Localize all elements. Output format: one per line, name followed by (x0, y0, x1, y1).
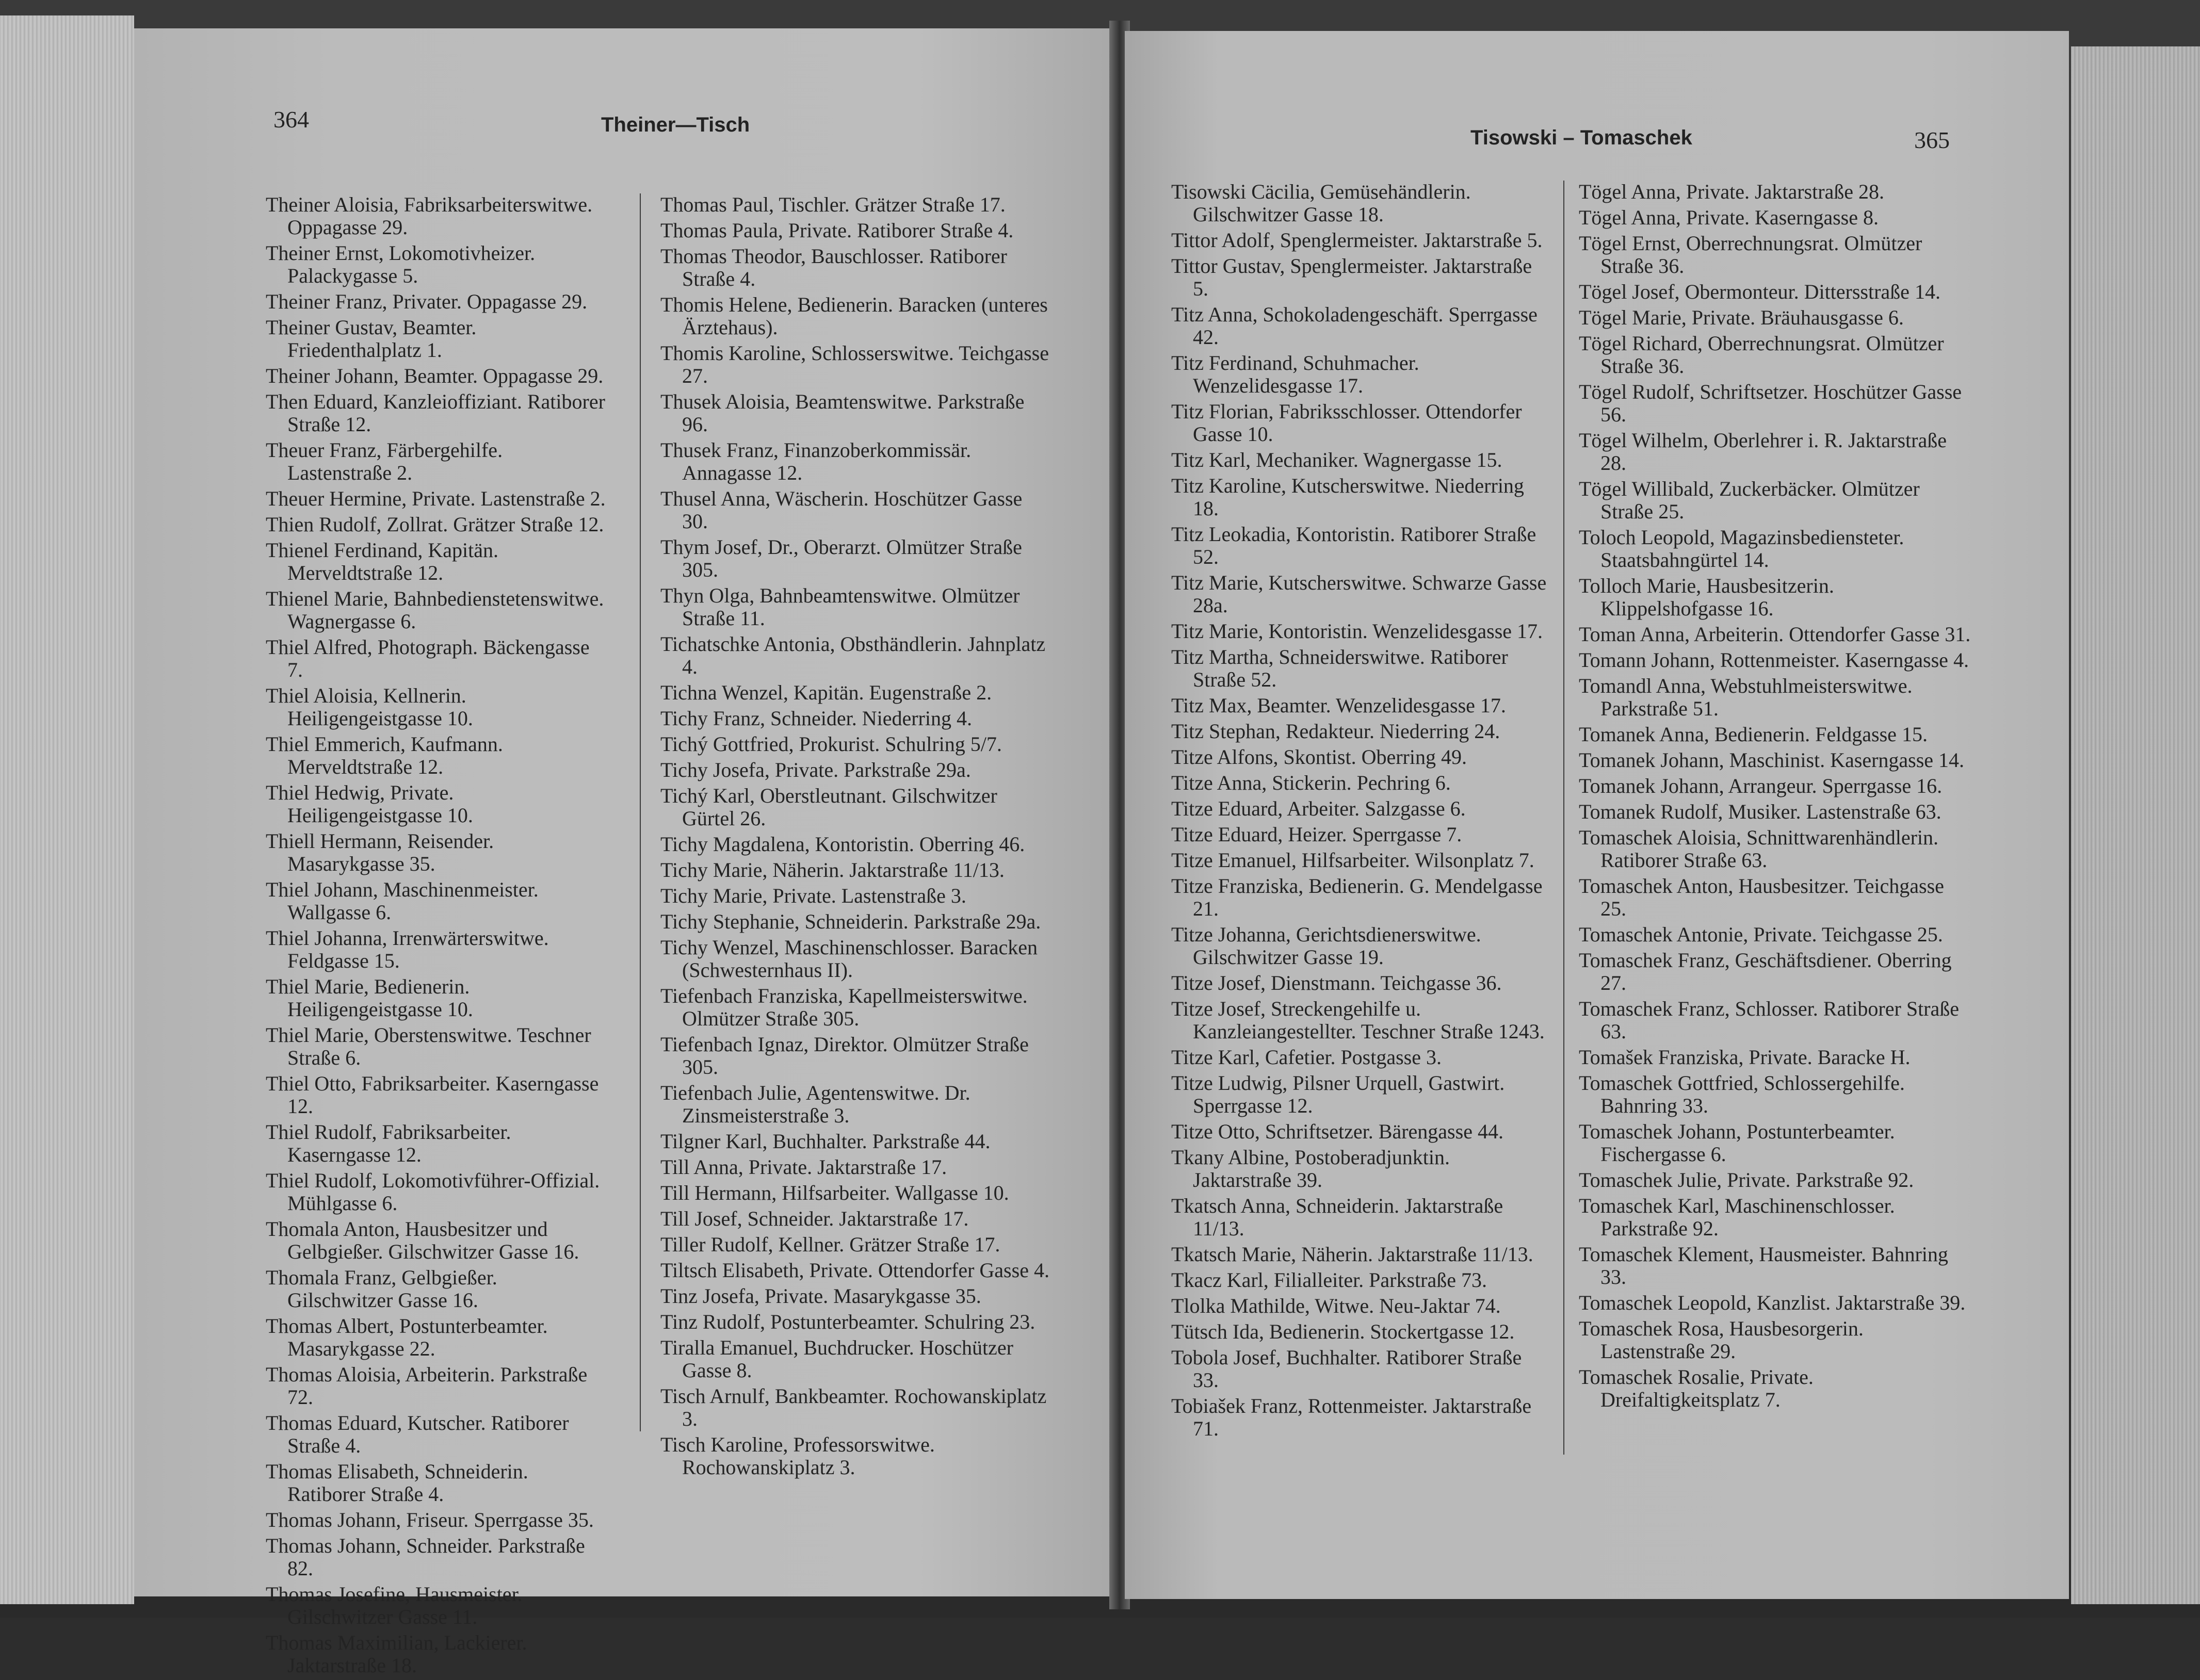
directory-entry: Thusel Anna, Wäscherin. Hoschützer Gasse 30. (660, 487, 1023, 533)
directory-entry: Tiefenbach Julie, Agentenswitwe. Dr. Zinsmeisterstraße 3. (660, 1081, 970, 1127)
directory-entry: Thiel Johanna, Irrenwärterswitwe. Feldgasse 15. (266, 926, 549, 972)
directory-entry: Tomaschek Leopold, Kanzlist. Jaktarstraße 39. (1579, 1291, 1966, 1314)
directory-entry: Tögel Marie, Private. Bräuhausgasse 6. (1579, 306, 1904, 329)
directory-entry: Thomas Paula, Private. Ratiborer Straße 4. (660, 219, 1014, 242)
directory-entry: Tisowski Cäcilia, Gemüsehändlerin. Gilschwitzer Gasse 18. (1171, 180, 1471, 226)
directory-entry: Tiralla Emanuel, Buchdrucker. Hoschützer Gasse 8. (660, 1336, 1013, 1382)
directory-entry: Thomala Anton, Hausbesitzer und Gelbgießer. Gilschwitzer Gasse 16. (266, 1217, 579, 1263)
directory-entry: Tütsch Ida, Bedienerin. Stockertgasse 12. (1171, 1320, 1515, 1343)
directory-entry: Titz Max, Beamter. Wenzelidesgasse 17. (1171, 694, 1506, 717)
directory-entry: Thyn Olga, Bahnbeamtenswitwe. Olmützer Straße 11. (660, 584, 1020, 630)
directory-entry: Tomaschek Klement, Hausmeister. Bahnring 33. (1579, 1243, 1948, 1288)
directory-entry: Thiel Johann, Maschinenmeister. Wallgasse 6. (266, 878, 539, 924)
directory-entry: Titz Karoline, Kutscherswitwe. Niederring 18. (1171, 474, 1524, 520)
directory-entry: Theiner Gustav, Beamter. Friedenthalplatz 1. (266, 316, 477, 362)
directory-entry: Tögel Ernst, Oberrechnungsrat. Olmützer Straße 36. (1579, 232, 1922, 278)
directory-entry: Titz Ferdinand, Schuhmacher. Wenzelidesgasse 17. (1171, 351, 1419, 397)
directory-entry: Tichy Marie, Private. Lastenstraße 3. (660, 884, 966, 907)
directory-entry: Tomaschek Rosa, Hausbesorgerin. Lastenstraße 29. (1579, 1317, 1864, 1363)
directory-entry: Thym Josef, Dr., Oberarzt. Olmützer Straße 305. (660, 535, 1022, 581)
directory-entry: Tomaschek Johann, Postunterbeamter. Fischergasse 6. (1579, 1120, 1895, 1166)
directory-entry: Tilgner Karl, Buchhalter. Parkstraße 44. (660, 1130, 991, 1153)
directory-entry: Tkany Albine, Postoberadjunktin. Jaktarstraße 39. (1171, 1146, 1450, 1192)
directory-entry: Tobola Josef, Buchhalter. Ratiborer Straße 33. (1171, 1346, 1522, 1392)
directory-entry: Thusek Franz, Finanzoberkommissär. Annagasse 12. (660, 438, 972, 484)
column-divider-right (1563, 181, 1564, 1455)
directory-entry: Titz Leokadia, Kontoristin. Ratiborer Straße 52. (1171, 523, 1536, 568)
directory-entry: Thiel Alfred, Photograph. Bäckengasse 7. (266, 635, 590, 681)
directory-entry: Tomanek Rudolf, Musiker. Lastenstraße 63. (1579, 800, 1942, 823)
directory-entry: Tomaschek Anton, Hausbesitzer. Teichgasse 25. (1579, 874, 1944, 920)
directory-entry: Theuer Franz, Färbergehilfe. Lastenstraße 2. (266, 438, 503, 484)
directory-entry: Theiner Aloisia, Fabriksarbeiterswitwe. Oppagasse 29. (266, 193, 593, 239)
directory-entry: Theiner Johann, Beamter. Oppagasse 29. (266, 364, 604, 387)
directory-entry: Tögel Anna, Private. Jaktarstraße 28. (1579, 180, 1885, 203)
directory-entry: Tinz Rudolf, Postunterbeamter. Schulring 23. (660, 1310, 1036, 1333)
directory-entry: Tögel Wilhelm, Oberlehrer i. R. Jaktarstraße 28. (1579, 429, 1947, 475)
directory-entry: Tlolka Mathilde, Witwe. Neu-Jaktar 74. (1171, 1294, 1501, 1317)
directory-entry: Tichy Franz, Schneider. Niederring 4. (660, 707, 972, 730)
directory-entry: Thomis Karoline, Schlosserswitwe. Teichgasse 27. (660, 341, 1049, 387)
directory-entry: Tichatschke Antonia, Obsthändlerin. Jahnplatz 4. (660, 632, 1046, 678)
directory-entry: Tichý Karl, Oberstleutnant. Gilschwitzer Gürtel 26. (660, 784, 997, 830)
directory-entry: Thomas Eduard, Kutscher. Ratiborer Straße 4. (266, 1411, 569, 1457)
book-edge-left (0, 15, 134, 1604)
directory-entry: Tisch Karoline, Professorswitwe. Rochowanskiplatz 3. (660, 1433, 935, 1479)
directory-entry: Thienel Marie, Bahnbedienstetenswitwe. Wagnergasse 6. (266, 587, 604, 633)
directory-entry: Titze Otto, Schriftsetzer. Bärengasse 44. (1171, 1120, 1503, 1143)
directory-entry: Tomaschek Franz, Geschäftsdiener. Oberring 27. (1579, 949, 1952, 994)
directory-entry: Thiel Marie, Oberstenswitwe. Teschner Straße 6. (266, 1023, 591, 1069)
directory-entry: Tögel Rudolf, Schriftsetzer. Hoschützer Gasse 56. (1579, 380, 1962, 426)
directory-entry: Till Josef, Schneider. Jaktarstraße 17. (660, 1207, 969, 1230)
directory-entry: Tichy Wenzel, Maschinenschlosser. Baracken (Schwesternhaus II). (660, 936, 1038, 982)
directory-entry: Tkatsch Anna, Schneiderin. Jaktarstraße 11/13. (1171, 1194, 1503, 1240)
directory-entry: Tomaschek Gottfried, Schlossergehilfe. Bahnring 33. (1579, 1071, 1905, 1117)
directory-entry: Tomaschek Aloisia, Schnittwarenhändlerin. Ratiborer Straße 63. (1579, 826, 1939, 872)
column-divider-left (640, 193, 641, 1431)
directory-entry: Titz Anna, Schokoladengeschäft. Sperrgasse 42. (1171, 303, 1538, 349)
directory-entry: Thomas Elisabeth, Schneiderin. Ratiborer Straße 4. (266, 1460, 528, 1506)
directory-entry: Tittor Gustav, Spenglermeister. Jaktarstraße 5. (1171, 254, 1532, 300)
directory-entry: Thomas Albert, Postunterbeamter. Masarykgasse 22. (266, 1314, 548, 1360)
directory-entry: Till Hermann, Hilfsarbeiter. Wallgasse 10. (660, 1181, 1009, 1204)
directory-entry: Tichy Marie, Näherin. Jaktarstraße 11/13. (660, 858, 1005, 882)
directory-entry: Tkacz Karl, Filialleiter. Parkstraße 73. (1171, 1268, 1487, 1292)
running-head-left: Theiner—Tisch (601, 113, 750, 136)
running-head-right: Tisowski – Tomaschek (1470, 126, 1692, 149)
directory-entry: Tomaschek Karl, Maschinenschlosser. Parkstraße 92. (1579, 1194, 1895, 1240)
directory-entry: Tisch Arnulf, Bankbeamter. Rochowanskiplatz 3. (660, 1384, 1047, 1430)
directory-entry: Thiel Aloisia, Kellnerin. Heiligengeistgasse 10. (266, 684, 473, 730)
directory-entry: Thomas Josefine, Hausmeister. Gilschwitzer Gasse 11. (266, 1583, 523, 1628)
directory-entry: Thiel Hedwig, Private. Heiligengeistgasse 10. (266, 781, 473, 827)
directory-entry: Thomis Helene, Bedienerin. Baracken (unteres Ärztehaus). (660, 293, 1048, 339)
directory-entry: Tichý Gottfried, Prokurist. Schulring 5/7. (660, 732, 1002, 756)
directory-entry: Titze Johanna, Gerichtsdienerswitwe. Gilschwitzer Gasse 19. (1171, 923, 1481, 969)
directory-entry: Titze Josef, Streckengehilfe u. Kanzleiangestellter. Teschner Straße 1243. (1171, 997, 1545, 1043)
directory-entry: Then Eduard, Kanzleioffiziant. Ratiborer Straße 12. (266, 390, 605, 436)
directory-entry: Tomanek Johann, Maschinist. Kaserngasse 14. (1579, 748, 1965, 772)
right-page-column-1 (1171, 181, 1548, 1443)
page-number-left: 364 (273, 106, 309, 133)
directory-entry: Toman Anna, Arbeiterin. Ottendorfer Gasse 31. (1579, 623, 1971, 646)
directory-entry: Tomandl Anna, Webstuhlmeisterswitwe. Parkstraße 51. (1579, 674, 1913, 720)
directory-entry: Titz Florian, Fabriksschlosser. Ottendorfer Gasse 10. (1171, 400, 1522, 446)
directory-entry: Tobiašek Franz, Rottenmeister. Jaktarstraße 71. (1171, 1394, 1532, 1440)
directory-entry: Tkatsch Marie, Näherin. Jaktarstraße 11/13. (1171, 1243, 1533, 1266)
directory-entry: Thusek Aloisia, Beamtenswitwe. Parkstraße 96. (660, 390, 1025, 436)
directory-entry: Tiltsch Elisabeth, Private. Ottendorfer Gasse 4. (660, 1259, 1049, 1282)
directory-entry: Titz Stephan, Redakteur. Niederring 24. (1171, 720, 1500, 743)
directory-entry: Titze Josef, Dienstmann. Teichgasse 36. (1171, 971, 1502, 994)
directory-entry: Thiell Hermann, Reisender. Masarykgasse 35. (266, 829, 494, 875)
directory-entry: Tittor Adolf, Spenglermeister. Jaktarstraße 5. (1171, 229, 1543, 252)
directory-entry: Thomas Johann, Friseur. Sperrgasse 35. (266, 1508, 594, 1531)
directory-entry: Tomašek Franziska, Private. Baracke H. (1579, 1046, 1911, 1069)
directory-entry: Tögel Willibald, Zuckerbäcker. Olmützer Straße 25. (1579, 477, 1920, 523)
right-page-column-2 (1579, 181, 1971, 1414)
directory-entry: Titz Martha, Schneiderswitwe. Ratiborer Straße 52. (1171, 645, 1508, 691)
directory-entry: Thiel Rudolf, Fabriksarbeiter. Kaserngasse 12. (266, 1120, 511, 1166)
directory-entry: Titze Anna, Stickerin. Pechring 6. (1171, 771, 1451, 794)
directory-entry: Tichna Wenzel, Kapitän. Eugenstraße 2. (660, 681, 992, 704)
directory-entry: Thien Rudolf, Zollrat. Grätzer Straße 12. (266, 513, 604, 536)
directory-entry: Theiner Ernst, Lokomotivheizer. Palackygasse 5. (266, 241, 536, 287)
directory-entry: Thomas Theodor, Bauschlosser. Ratiborer Straße 4. (660, 244, 1007, 290)
directory-entry: Tomaschek Franz, Schlosser. Ratiborer Straße 63. (1579, 997, 1960, 1043)
directory-entry: Tichy Stephanie, Schneiderin. Parkstraße 29a. (660, 910, 1041, 933)
directory-entry: Tögel Richard, Oberrechnungsrat. Olmützer Straße 36. (1579, 332, 1944, 378)
directory-entry: Titze Ludwig, Pilsner Urquell, Gastwirt. Sperrgasse 12. (1171, 1071, 1505, 1117)
directory-entry: Titze Eduard, Heizer. Sperrgasse 7. (1171, 823, 1462, 846)
page-number-right: 365 (1914, 127, 1950, 153)
directory-entry: Thiel Emmerich, Kaufmann. Merveldtstraße 12. (266, 732, 503, 778)
directory-entry: Tomanek Anna, Bedienerin. Feldgasse 15. (1579, 723, 1928, 746)
left-page-column-2 (660, 193, 1053, 1482)
directory-entry: Tögel Josef, Obermonteur. Dittersstraße 14. (1579, 280, 1940, 303)
directory-entry: Theuer Hermine, Private. Lastenstraße 2. (266, 487, 606, 510)
directory-entry: Toloch Leopold, Magazinsbediensteter. Staatsbahngürtel 14. (1579, 526, 1904, 572)
directory-entry: Tichy Josefa, Private. Parkstraße 29a. (660, 758, 971, 781)
directory-entry: Titze Franziska, Bedienerin. G. Mendelgasse 21. (1171, 874, 1543, 920)
left-page-column-1 (266, 193, 606, 1680)
directory-entry: Tolloch Marie, Hausbesitzerin. Klippelshofgasse 16. (1579, 574, 1834, 620)
directory-entry: Titze Alfons, Skontist. Oberring 49. (1171, 745, 1467, 769)
directory-entry: Tinz Josefa, Private. Masarykgasse 35. (660, 1284, 981, 1308)
directory-entry: Tiefenbach Franziska, Kapellmeisterswitwe. Olmützer Straße 305. (660, 984, 1028, 1030)
directory-entry: Thomas Aloisia, Arbeiterin. Parkstraße 72. (266, 1363, 588, 1409)
directory-entry: Thomas Maximilian, Lackierer. Jaktarstraße 18. (266, 1631, 527, 1677)
directory-entry: Titze Karl, Cafetier. Postgasse 3. (1171, 1046, 1442, 1069)
left-page (134, 28, 1114, 1677)
directory-entry: Titze Eduard, Arbeiter. Salzgasse 6. (1171, 797, 1466, 820)
directory-entry: Tögel Anna, Private. Kaserngasse 8. (1579, 206, 1879, 229)
directory-entry: Titz Marie, Kutscherswitwe. Schwarze Gasse 28a. (1171, 571, 1547, 617)
directory-entry: Tomanek Johann, Arrangeur. Sperrgasse 16. (1579, 774, 1943, 797)
directory-entry: Thiel Otto, Fabriksarbeiter. Kaserngasse 12. (266, 1072, 599, 1118)
directory-entry: Tomann Johann, Rottenmeister. Kaserngasse 4. (1579, 648, 1969, 672)
directory-entry: Thiel Rudolf, Lokomotivführer-Offizial. Mühlgasse 6. (266, 1169, 600, 1215)
directory-entry: Till Anna, Private. Jaktarstraße 17. (660, 1155, 947, 1179)
directory-entry: Titz Marie, Kontoristin. Wenzelidesgasse 17. (1171, 619, 1543, 643)
directory-entry: Tiller Rudolf, Kellner. Grätzer Straße 17. (660, 1233, 1000, 1256)
directory-entry: Thiel Marie, Bedienerin. Heiligengeistgasse 10. (266, 975, 473, 1021)
book-edge-right (2071, 46, 2200, 1604)
directory-entry: Titze Emanuel, Hilfsarbeiter. Wilsonplatz 7. (1171, 849, 1534, 872)
directory-entry: Titz Karl, Mechaniker. Wagnergasse 15. (1171, 448, 1502, 471)
directory-entry: Thomas Paul, Tischler. Grätzer Straße 17. (660, 193, 1006, 216)
directory-entry: Tomaschek Julie, Private. Parkstraße 92. (1579, 1168, 1914, 1192)
directory-entry: Thomas Johann, Schneider. Parkstraße 82. (266, 1534, 585, 1580)
directory-entry: Tichy Magdalena, Kontoristin. Oberring 46. (660, 833, 1025, 856)
directory-entry: Tiefenbach Ignaz, Direktor. Olmützer Straße 305. (660, 1033, 1029, 1079)
right-page (1125, 31, 2069, 1599)
directory-entry: Thienel Ferdinand, Kapitän. Merveldtstraße 12. (266, 539, 498, 584)
directory-entry: Tomaschek Antonie, Private. Teichgasse 25. (1579, 923, 1943, 946)
directory-entry: Tomaschek Rosalie, Private. Dreifaltigkeitsplatz 7. (1579, 1365, 1814, 1411)
directory-entry: Thomala Franz, Gelbgießer. Gilschwitzer Gasse 16. (266, 1266, 497, 1312)
directory-entry: Theiner Franz, Privater. Oppagasse 29. (266, 290, 588, 313)
